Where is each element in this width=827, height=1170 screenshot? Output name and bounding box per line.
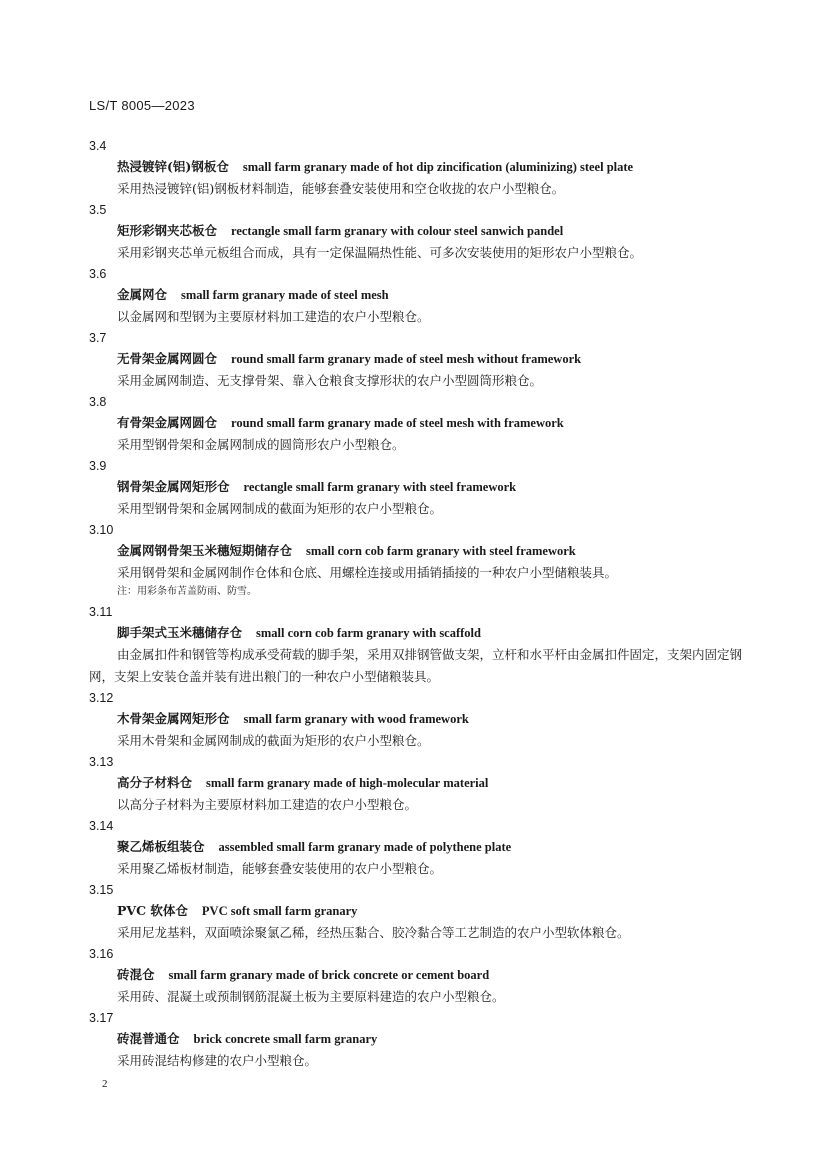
term-heading	[89, 284, 749, 306]
clause-number: 3.8	[89, 395, 107, 409]
term-definition: 采用砖、混凝土或预制钢筋混凝土板为主要原料建造的农户小型粮仓。	[117, 989, 505, 1004]
term-chinese: 木骨架金属网矩形仓	[117, 711, 230, 726]
term-chinese: 金属网仓	[117, 287, 168, 302]
term-english: rectangle small farm granary with steel framework	[243, 480, 517, 494]
term-entry	[89, 328, 749, 392]
term-english: assembled small farm granary made of polythene plate	[218, 840, 512, 854]
term-heading	[89, 220, 749, 242]
term-entry	[89, 264, 749, 328]
term-entry	[89, 1008, 749, 1072]
term-chinese: 金属网钢骨架玉米穗短期储存仓	[117, 543, 293, 558]
clause-number: 3.7	[89, 331, 107, 345]
term-heading	[89, 156, 749, 178]
term-entry	[89, 752, 749, 816]
term-definition: 采用热浸镀锌(铝)钢板材料制造，能够套叠安装使用和空仓收拢的农户小型粮仓。	[117, 181, 565, 196]
clause-number: 3.11	[89, 605, 113, 619]
clause-number: 3.14	[89, 819, 114, 833]
term-definition: 采用彩钢夹芯单元板组合而成，具有一定保温隔热性能、可多次安装使用的矩形农户小型粮仓。	[117, 245, 643, 260]
term-english: small farm granary made of hot dip zincification (aluminizing) steel plate	[242, 160, 634, 174]
term-heading	[89, 540, 749, 562]
term-chinese: 矩形彩钢夹芯板仓	[117, 223, 218, 238]
term-heading	[89, 836, 749, 858]
term-entry	[89, 520, 749, 602]
term-english: round small farm granary made of steel mesh without framework	[231, 352, 582, 366]
term-entry	[89, 136, 749, 200]
term-english: small farm granary made of brick concrete or cement board	[168, 968, 490, 982]
term-definition: 采用聚乙烯板材制造，能够套叠安装使用的农户小型粮仓。	[117, 861, 443, 876]
term-english: small corn cob farm granary with steel framework	[306, 544, 576, 558]
term-english: PVC soft small farm granary	[201, 904, 358, 918]
term-chinese: PVC 软体仓	[117, 903, 188, 918]
term-chinese: 无骨架金属网圆仓	[117, 351, 218, 366]
term-chinese: 脚手架式玉米穗储存仓	[117, 625, 243, 640]
term-note: 注：用彩条布苫盖防雨、防雪。	[117, 586, 257, 597]
clause-number: 3.5	[89, 203, 107, 217]
term-definition: 采用钢骨架和金属网制作仓体和仓底、用螺栓连接或用插销插接的一种农户小型储粮装具。	[117, 565, 618, 580]
page-number: 2	[102, 1078, 108, 1090]
term-entry	[89, 880, 749, 944]
term-definition: 采用型钢骨架和金属网制成的截面为矩形的农户小型粮仓。	[117, 501, 443, 516]
term-heading	[89, 622, 749, 644]
clause-number: 3.17	[89, 1011, 114, 1025]
term-heading	[89, 708, 749, 730]
term-chinese: 砖混仓	[117, 967, 155, 982]
clause-number: 3.6	[89, 267, 107, 281]
document-code: LS/T 8005—2023	[89, 98, 195, 113]
term-heading	[89, 964, 749, 986]
term-definition: 采用型钢骨架和金属网制成的圆筒形农户小型粮仓。	[117, 437, 405, 452]
term-heading	[89, 476, 749, 498]
clause-number: 3.10	[89, 523, 114, 537]
term-english: rectangle small farm granary with colour steel sanwich pandel	[231, 224, 564, 238]
clause-number: 3.4	[89, 139, 107, 153]
term-english: small farm granary made of high-molecular material	[206, 776, 489, 790]
term-definition: 采用金属网制造、无支撑骨架、靠入仓粮食支撑形状的农户小型圆筒形粮仓。	[117, 373, 543, 388]
term-definition: 以高分子材料为主要原材料加工建造的农户小型粮仓。	[117, 797, 418, 812]
term-entry	[89, 816, 749, 880]
term-definition: 采用砖混结构修建的农户小型粮仓。	[117, 1053, 318, 1068]
term-entry	[89, 602, 749, 688]
term-chinese: 聚乙烯板组装仓	[117, 839, 205, 854]
clause-number: 3.12	[89, 691, 114, 705]
term-entry	[89, 456, 749, 520]
term-english: round small farm granary made of steel mesh with framework	[231, 416, 564, 430]
term-chinese: 砖混普通仓	[117, 1031, 180, 1046]
term-entry	[89, 200, 749, 264]
term-chinese: 高分子材料仓	[117, 775, 193, 790]
term-entry	[89, 944, 749, 1008]
clause-number: 3.15	[89, 883, 114, 897]
term-english: small farm granary with wood framework	[243, 712, 469, 726]
terms-list	[89, 136, 749, 1072]
term-english: small corn cob farm granary with scaffold	[256, 626, 481, 640]
term-chinese: 热浸镀锌(铝)钢板仓	[117, 159, 229, 174]
term-heading	[89, 900, 749, 922]
term-heading	[89, 412, 749, 434]
clause-number: 3.9	[89, 459, 107, 473]
term-chinese: 钢骨架金属网矩形仓	[117, 479, 230, 494]
term-heading	[89, 348, 749, 370]
term-entry	[89, 688, 749, 752]
term-chinese: 有骨架金属网圆仓	[117, 415, 218, 430]
term-definition: 以金属网和型钢为主要原材料加工建造的农户小型粮仓。	[117, 309, 430, 324]
clause-number: 3.13	[89, 755, 114, 769]
term-entry	[89, 392, 749, 456]
term-english: brick concrete small farm granary	[193, 1032, 378, 1046]
term-definition: 采用木骨架和金属网制成的截面为矩形的农户小型粮仓。	[117, 733, 430, 748]
term-english: small farm granary made of steel mesh	[181, 288, 389, 302]
term-definition: 由金属扣件和钢管等构成承受荷载的脚手架，采用双排钢管做支架，立杆和水平杆由金属扣件固定，支架内固定钢网，支架上安装仓盖并装有进出粮门的一种农户小型储粮装具。	[89, 647, 743, 684]
term-definition: 采用尼龙基料，双面喷涂聚氯乙稀，经热压黏合、胶冷黏合等工艺制造的农户小型软体粮仓。	[117, 925, 630, 940]
clause-number: 3.16	[89, 947, 114, 961]
term-heading	[89, 1028, 749, 1050]
term-heading	[89, 772, 749, 794]
